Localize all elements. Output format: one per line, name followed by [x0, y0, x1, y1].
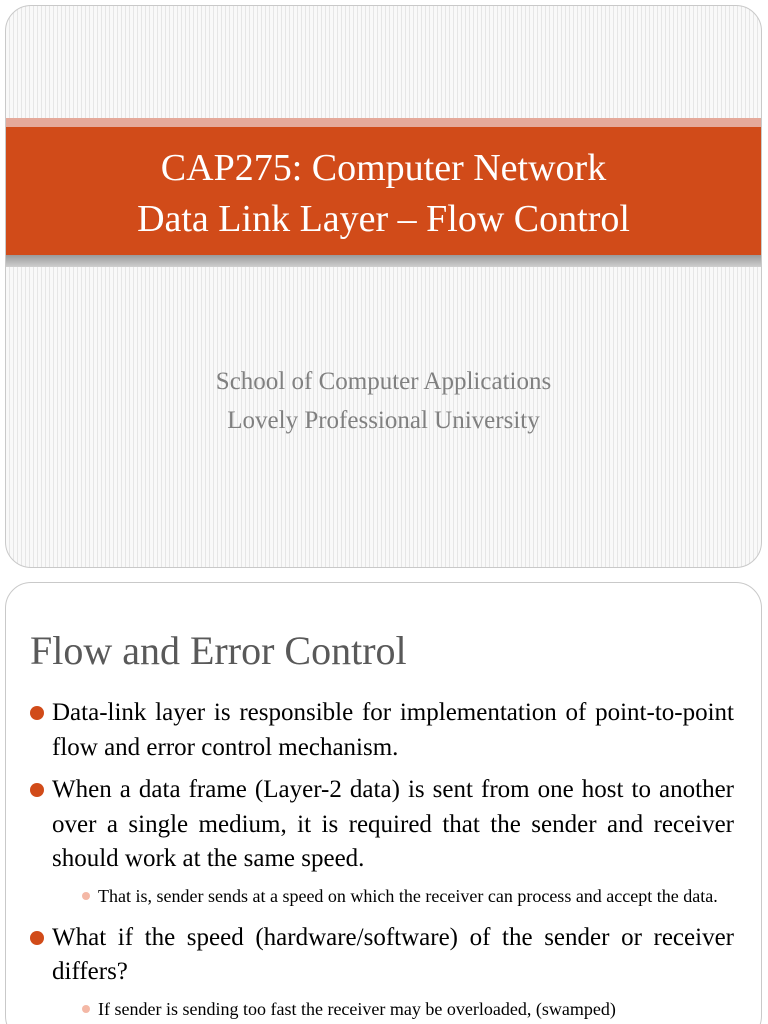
- title-band-top-stripe: [6, 118, 761, 127]
- sub-bullet-dot-icon: [82, 1005, 90, 1013]
- bullet-item: [22, 773, 734, 877]
- sub-bullet-text: That is, sender sends at a speed on which the receiver can process and accept the data.: [98, 885, 718, 906]
- sub-bullet-dot-icon: [82, 892, 90, 900]
- title-slide: [5, 5, 762, 568]
- title-line-2: Data Link Layer – Flow Control: [137, 198, 630, 240]
- slide-title: [6, 143, 761, 245]
- bullet-dot-icon: [30, 706, 44, 720]
- slide-subtitle: [6, 362, 761, 440]
- bullet-dot-icon: [30, 931, 44, 945]
- bullet-dot-icon: [30, 783, 44, 797]
- subtitle-line-2: Lovely Professional University: [227, 407, 540, 434]
- sub-bullet-item: [22, 883, 734, 909]
- bullet-item: [22, 696, 734, 765]
- bullet-list: [22, 696, 734, 1024]
- sub-bullet-text: If sender is sending too fast the receiver may be overloaded, (swamped): [98, 998, 616, 1019]
- bullet-text: Data-link layer is responsible for implementation of point-to-point flow and error control mechanism.: [52, 699, 734, 761]
- title-line-1: CAP275: Computer Network: [160, 147, 607, 189]
- bullet-text: What if the speed (hardware/software) of the sender or receiver differs?: [52, 923, 734, 985]
- title-band-shadow: [6, 255, 761, 267]
- bullet-text: When a data frame (Layer-2 data) is sent from one host to another over a single medium, it is required that the sender and receiver should work at the same speed.: [52, 776, 734, 872]
- sub-bullet-item: [22, 996, 734, 1022]
- slide-heading: Flow and Error Control: [30, 628, 407, 673]
- bullet-item: [22, 921, 734, 990]
- subtitle-line-1: School of Computer Applications: [215, 368, 552, 395]
- content-slide: [5, 582, 762, 1024]
